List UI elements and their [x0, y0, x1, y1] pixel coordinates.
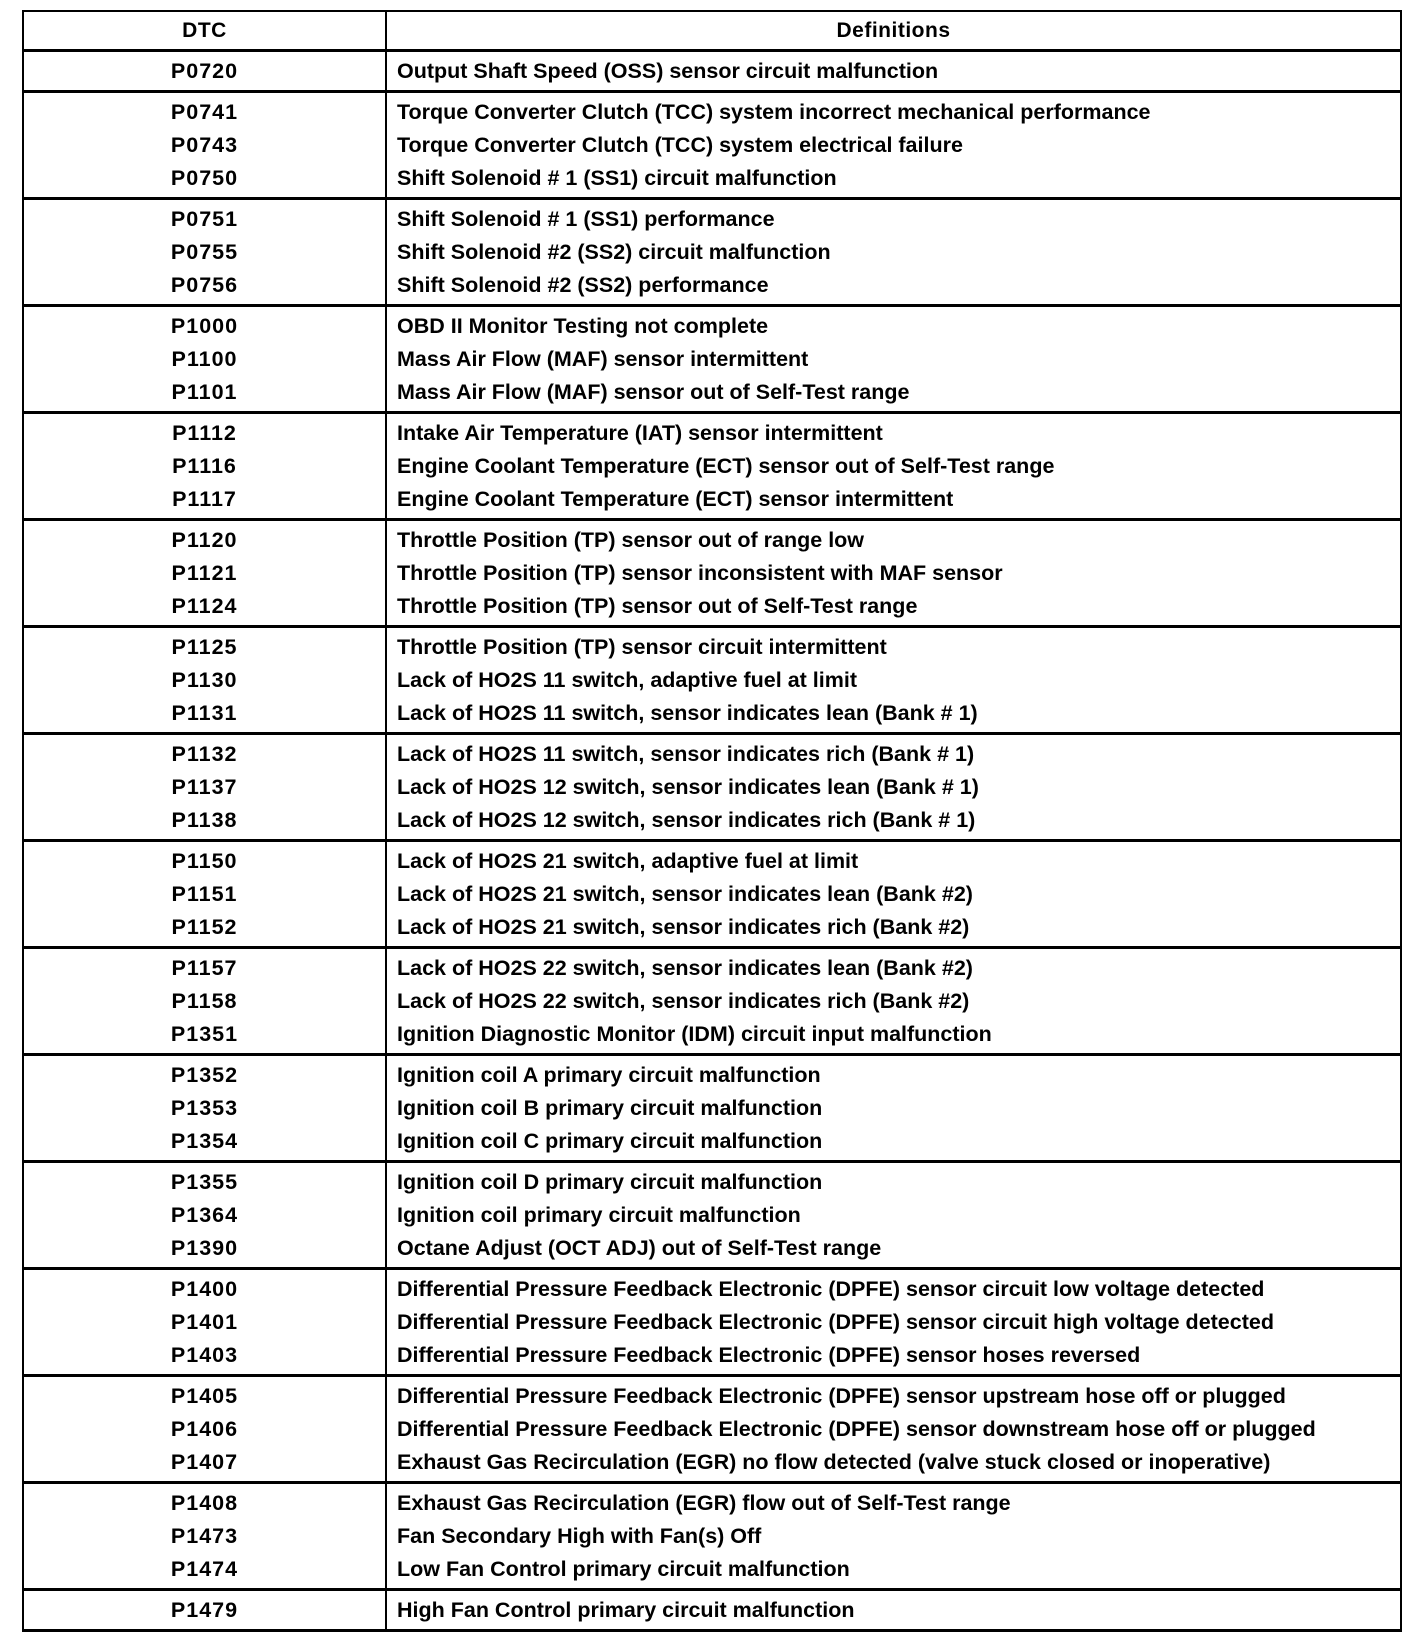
dtc-definition: Differential Pressure Feedback Electronic (DPFE) sensor circuit high voltage detected [386, 1306, 1401, 1339]
dtc-definition: Lack of HO2S 11 switch, sensor indicates lean (Bank # 1) [386, 697, 1401, 734]
dtc-code: P1355 [23, 1162, 386, 1200]
dtc-definition: Lack of HO2S 22 switch, sensor indicates rich (Bank #2) [386, 985, 1401, 1018]
dtc-code: P1400 [23, 1269, 386, 1307]
table-row [23, 627, 1401, 665]
table-row [23, 236, 1401, 269]
table-row [23, 1446, 1401, 1483]
dtc-code: P1100 [23, 343, 386, 376]
dtc-code: P1112 [23, 413, 386, 451]
dtc-definition: Shift Solenoid #2 (SS2) circuit malfunction [386, 236, 1401, 269]
dtc-group [23, 734, 1401, 841]
dtc-definition: Ignition coil A primary circuit malfunction [386, 1055, 1401, 1093]
dtc-group [23, 413, 1401, 520]
table-row [23, 911, 1401, 948]
dtc-group [23, 1162, 1401, 1269]
dtc-code: P1131 [23, 697, 386, 734]
dtc-code: P0743 [23, 129, 386, 162]
dtc-group [23, 1055, 1401, 1162]
table-row [23, 1125, 1401, 1162]
definitions-column-header: Definitions [386, 11, 1401, 51]
dtc-group [23, 520, 1401, 627]
dtc-group [23, 1376, 1401, 1483]
table-row [23, 520, 1401, 558]
dtc-group [23, 1590, 1401, 1631]
dtc-code: P1408 [23, 1483, 386, 1521]
dtc-definition: Fan Secondary High with Fan(s) Off [386, 1520, 1401, 1553]
dtc-definition: Shift Solenoid # 1 (SS1) circuit malfunction [386, 162, 1401, 199]
dtc-code: P1401 [23, 1306, 386, 1339]
dtc-definition: Lack of HO2S 21 switch, adaptive fuel at limit [386, 841, 1401, 879]
dtc-definition: Ignition coil primary circuit malfunction [386, 1199, 1401, 1232]
table-row [23, 697, 1401, 734]
dtc-definition: Octane Adjust (OCT ADJ) out of Self-Test range [386, 1232, 1401, 1269]
dtc-code: P1473 [23, 1520, 386, 1553]
dtc-definition: Exhaust Gas Recirculation (EGR) flow out of Self-Test range [386, 1483, 1401, 1521]
dtc-definition: Ignition coil C primary circuit malfunction [386, 1125, 1401, 1162]
dtc-code: P1353 [23, 1092, 386, 1125]
dtc-definition: Ignition Diagnostic Monitor (IDM) circuit input malfunction [386, 1018, 1401, 1055]
dtc-definition: Lack of HO2S 22 switch, sensor indicates lean (Bank #2) [386, 948, 1401, 986]
table-row [23, 1055, 1401, 1093]
dtc-definition: Exhaust Gas Recirculation (EGR) no flow detected (valve stuck closed or inoperative) [386, 1446, 1401, 1483]
table-row [23, 1232, 1401, 1269]
table-row [23, 1553, 1401, 1590]
table-row [23, 557, 1401, 590]
dtc-code: P1121 [23, 557, 386, 590]
table-row [23, 1520, 1401, 1553]
dtc-code: P1130 [23, 664, 386, 697]
dtc-definition: Differential Pressure Feedback Electronic (DPFE) sensor circuit low voltage detected [386, 1269, 1401, 1307]
dtc-definition: Ignition coil D primary circuit malfunction [386, 1162, 1401, 1200]
table-row [23, 985, 1401, 1018]
dtc-code: P0750 [23, 162, 386, 199]
table-row [23, 1306, 1401, 1339]
dtc-code: P1364 [23, 1199, 386, 1232]
table-row [23, 1199, 1401, 1232]
dtc-column-header: DTC [23, 11, 386, 51]
table-row [23, 51, 1401, 92]
dtc-definition: Lack of HO2S 11 switch, sensor indicates rich (Bank # 1) [386, 734, 1401, 772]
dtc-code: P1157 [23, 948, 386, 986]
dtc-definition: Shift Solenoid #2 (SS2) performance [386, 269, 1401, 306]
table-row [23, 771, 1401, 804]
dtc-group [23, 948, 1401, 1055]
dtc-definition: Low Fan Control primary circuit malfunction [386, 1553, 1401, 1590]
table-header [23, 11, 1401, 51]
dtc-code: P1407 [23, 1446, 386, 1483]
dtc-group [23, 841, 1401, 948]
dtc-definition: Shift Solenoid # 1 (SS1) performance [386, 199, 1401, 237]
table-row [23, 590, 1401, 627]
dtc-definition: Lack of HO2S 11 switch, adaptive fuel at limit [386, 664, 1401, 697]
dtc-code: P1120 [23, 520, 386, 558]
dtc-definition: Lack of HO2S 21 switch, sensor indicates lean (Bank #2) [386, 878, 1401, 911]
dtc-code: P1474 [23, 1553, 386, 1590]
table-row [23, 1590, 1401, 1631]
dtc-code: P1352 [23, 1055, 386, 1093]
table-row [23, 1269, 1401, 1307]
table-row [23, 199, 1401, 237]
dtc-code: P1125 [23, 627, 386, 665]
dtc-table [22, 10, 1402, 1632]
dtc-code: P0755 [23, 236, 386, 269]
dtc-group [23, 199, 1401, 306]
table-row [23, 734, 1401, 772]
dtc-definition: Torque Converter Clutch (TCC) system incorrect mechanical performance [386, 92, 1401, 130]
dtc-definition: Mass Air Flow (MAF) sensor out of Self-Test range [386, 376, 1401, 413]
dtc-code: P1390 [23, 1232, 386, 1269]
table-row [23, 948, 1401, 986]
table-row [23, 1162, 1401, 1200]
dtc-group [23, 92, 1401, 199]
dtc-definition: OBD II Monitor Testing not complete [386, 306, 1401, 344]
dtc-code: P1117 [23, 483, 386, 520]
dtc-code: P1351 [23, 1018, 386, 1055]
dtc-definition: Differential Pressure Feedback Electronic (DPFE) sensor upstream hose off or plugged [386, 1376, 1401, 1414]
dtc-code: P0751 [23, 199, 386, 237]
table-row [23, 1339, 1401, 1376]
dtc-code: P1152 [23, 911, 386, 948]
dtc-group [23, 51, 1401, 92]
dtc-code: P1479 [23, 1590, 386, 1631]
dtc-code: P1137 [23, 771, 386, 804]
table-row [23, 269, 1401, 306]
dtc-code: P1354 [23, 1125, 386, 1162]
dtc-code: P1116 [23, 450, 386, 483]
dtc-code: P0756 [23, 269, 386, 306]
dtc-group [23, 627, 1401, 734]
dtc-definition: Differential Pressure Feedback Electronic (DPFE) sensor hoses reversed [386, 1339, 1401, 1376]
dtc-definition: Differential Pressure Feedback Electronic (DPFE) sensor downstream hose off or plugged [386, 1413, 1401, 1446]
table-row [23, 841, 1401, 879]
dtc-definition: Lack of HO2S 12 switch, sensor indicates lean (Bank # 1) [386, 771, 1401, 804]
table-row [23, 804, 1401, 841]
dtc-code: P0741 [23, 92, 386, 130]
table-row [23, 483, 1401, 520]
dtc-code: P1124 [23, 590, 386, 627]
dtc-definition: Lack of HO2S 21 switch, sensor indicates rich (Bank #2) [386, 911, 1401, 948]
table-row [23, 878, 1401, 911]
dtc-code: P1405 [23, 1376, 386, 1414]
table-row [23, 92, 1401, 130]
table-row [23, 450, 1401, 483]
dtc-definition: Output Shaft Speed (OSS) sensor circuit malfunction [386, 51, 1401, 92]
table-row [23, 1483, 1401, 1521]
dtc-definition: Throttle Position (TP) sensor out of range low [386, 520, 1401, 558]
table-row [23, 1092, 1401, 1125]
table-row [23, 343, 1401, 376]
dtc-definition: Mass Air Flow (MAF) sensor intermittent [386, 343, 1401, 376]
table-row [23, 376, 1401, 413]
dtc-code: P1406 [23, 1413, 386, 1446]
dtc-definition: High Fan Control primary circuit malfunction [386, 1590, 1401, 1631]
table-row [23, 1018, 1401, 1055]
dtc-group [23, 1483, 1401, 1590]
dtc-definition: Lack of HO2S 12 switch, sensor indicates rich (Bank # 1) [386, 804, 1401, 841]
dtc-group [23, 1269, 1401, 1376]
table-row [23, 664, 1401, 697]
dtc-definition: Torque Converter Clutch (TCC) system electrical failure [386, 129, 1401, 162]
dtc-code: P1150 [23, 841, 386, 879]
dtc-code: P1101 [23, 376, 386, 413]
dtc-definition: Throttle Position (TP) sensor circuit intermittent [386, 627, 1401, 665]
dtc-code: P1138 [23, 804, 386, 841]
dtc-code: P1000 [23, 306, 386, 344]
dtc-group [23, 306, 1401, 413]
dtc-code: P1132 [23, 734, 386, 772]
header-row [23, 11, 1401, 51]
dtc-code: P1151 [23, 878, 386, 911]
table-row [23, 129, 1401, 162]
dtc-code: P1403 [23, 1339, 386, 1376]
dtc-definition: Engine Coolant Temperature (ECT) sensor intermittent [386, 483, 1401, 520]
dtc-definition: Throttle Position (TP) sensor out of Self-Test range [386, 590, 1401, 627]
table-row [23, 1413, 1401, 1446]
table-row [23, 306, 1401, 344]
dtc-code: P0720 [23, 51, 386, 92]
dtc-definition: Engine Coolant Temperature (ECT) sensor out of Self-Test range [386, 450, 1401, 483]
dtc-definition: Throttle Position (TP) sensor inconsistent with MAF sensor [386, 557, 1401, 590]
table-row [23, 162, 1401, 199]
table-row [23, 1376, 1401, 1414]
dtc-definition: Ignition coil B primary circuit malfunction [386, 1092, 1401, 1125]
dtc-code: P1158 [23, 985, 386, 1018]
dtc-definition: Intake Air Temperature (IAT) sensor intermittent [386, 413, 1401, 451]
table-row [23, 413, 1401, 451]
